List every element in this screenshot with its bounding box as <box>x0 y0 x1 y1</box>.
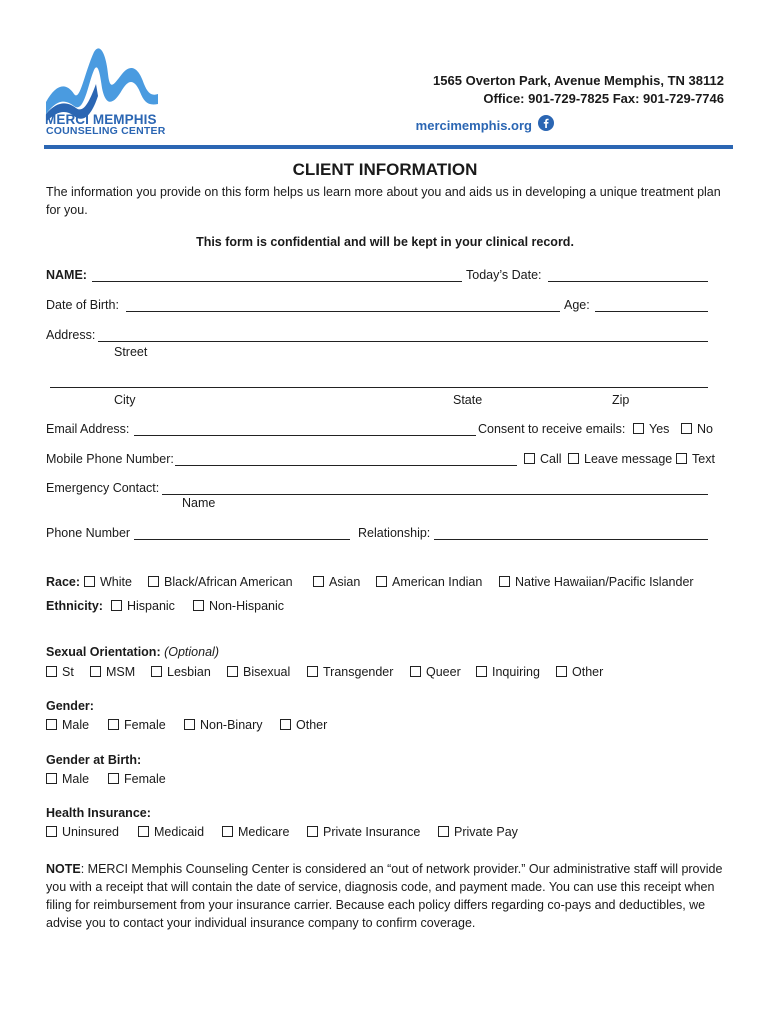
option-label: Private Insurance <box>323 825 421 839</box>
checkbox[interactable] <box>376 576 387 587</box>
logo-text-primary: MERCI MEMPHIS <box>45 112 157 127</box>
checkbox[interactable] <box>307 666 318 677</box>
text-option[interactable] <box>676 452 715 466</box>
checkbox[interactable] <box>307 826 318 837</box>
option-label: Black/African American <box>164 575 293 589</box>
city-state-zip-field[interactable] <box>50 387 708 388</box>
option-label: Uninsured <box>62 825 119 839</box>
orientation-option-lesbian[interactable] <box>151 665 211 679</box>
age-field[interactable] <box>595 311 708 312</box>
checkbox[interactable] <box>313 576 324 587</box>
zip-caption: Zip <box>612 393 630 407</box>
logo-text-secondary: COUNSELING CENTER <box>46 125 166 137</box>
city-caption: City <box>114 393 136 407</box>
checkbox[interactable] <box>46 773 57 784</box>
network-provider-note <box>46 860 726 932</box>
orientation-option-bisexual[interactable] <box>227 665 290 679</box>
insurance-option-medicare[interactable] <box>222 825 289 839</box>
checkbox[interactable] <box>499 576 510 587</box>
gender-label: Gender: <box>46 699 94 713</box>
option-label: Call <box>540 452 562 466</box>
phone-number-field[interactable] <box>134 539 350 540</box>
checkbox[interactable] <box>184 719 195 730</box>
race-label: Race: <box>46 575 81 589</box>
checkbox[interactable] <box>681 423 692 434</box>
website-link[interactable]: mercimemphis.org <box>415 118 532 133</box>
state-caption: State <box>453 393 483 407</box>
checkbox[interactable] <box>111 600 122 611</box>
relationship-label: Relationship: <box>358 526 431 540</box>
option-label: No <box>697 422 713 436</box>
age-label: Age: <box>564 298 590 312</box>
option-label: Other <box>572 665 604 679</box>
gender-birth-option-female[interactable] <box>108 772 166 786</box>
orientation-option-transgender[interactable] <box>307 665 393 679</box>
consent-yes-option[interactable] <box>633 422 669 436</box>
checkbox[interactable] <box>568 453 579 464</box>
option-label: Medicaid <box>154 825 205 839</box>
relationship-field[interactable] <box>434 539 708 540</box>
option-label: Asian <box>329 575 361 589</box>
checkbox[interactable] <box>90 666 101 677</box>
checkbox[interactable] <box>633 423 644 434</box>
checkbox[interactable] <box>46 719 57 730</box>
checkbox[interactable] <box>148 576 159 587</box>
mobile-field[interactable] <box>175 465 517 466</box>
consent-no-option[interactable] <box>681 422 713 436</box>
insurance-option-uninsured[interactable] <box>46 825 119 839</box>
orientation-option-msm[interactable] <box>90 665 135 679</box>
insurance-option-medicaid[interactable] <box>138 825 204 839</box>
health-insurance-label: Health Insurance: <box>46 806 151 820</box>
phone-number-label: Phone Number <box>46 526 131 540</box>
option-label: Bisexual <box>243 665 291 679</box>
clinic-address: 1565 Overton Park, Avenue Memphis, TN 38112 <box>433 73 724 88</box>
email-label: Email Address: <box>46 422 130 436</box>
gender-at-birth-label: Gender at Birth: <box>46 753 142 767</box>
checkbox[interactable] <box>151 666 162 677</box>
gender-birth-option-male[interactable] <box>46 772 89 786</box>
option-label: Non-Binary <box>200 718 263 732</box>
option-label: White <box>100 575 132 589</box>
checkbox[interactable] <box>222 826 233 837</box>
option-label: Hispanic <box>127 599 175 613</box>
checkbox[interactable] <box>46 666 57 677</box>
orientation-option-st[interactable] <box>46 665 74 679</box>
option-label: Female <box>124 772 166 786</box>
gender-option-non-binary[interactable] <box>184 718 263 732</box>
option-label: Yes <box>649 422 670 436</box>
option-label: MSM <box>106 665 136 679</box>
race-option-american-indian[interactable] <box>376 575 482 589</box>
emergency-name-caption: Name <box>182 496 216 510</box>
email-field[interactable] <box>134 435 476 436</box>
race-option-asian[interactable] <box>313 575 360 589</box>
insurance-option-private-insurance[interactable] <box>307 825 420 839</box>
option-label: Lesbian <box>167 665 211 679</box>
todays-date-label: Today’s Date: <box>466 268 542 282</box>
option-label: Leave message <box>584 452 673 466</box>
option-label: Male <box>62 718 90 732</box>
orientation-option-queer[interactable] <box>410 665 461 679</box>
note-label: NOTE <box>46 862 81 876</box>
confidential-notice: This form is confidential and will be kept in your clinical record. <box>196 235 574 249</box>
form-title: CLIENT INFORMATION <box>292 160 478 179</box>
checkbox[interactable] <box>476 666 487 677</box>
orientation-option-inquiring[interactable] <box>476 665 540 679</box>
checkbox[interactable] <box>193 600 204 611</box>
checkbox[interactable] <box>676 453 687 464</box>
option-label: Female <box>124 718 166 732</box>
emergency-contact-field[interactable] <box>162 494 708 495</box>
ethnicity-label: Ethnicity: <box>46 599 103 613</box>
intro-text: The information you provide on this form helps us learn more about you and aids us in developing a unique treatment plan for you. <box>46 185 721 217</box>
leave-message-option[interactable] <box>568 452 672 466</box>
checkbox[interactable] <box>410 666 421 677</box>
option-label: Other <box>296 718 328 732</box>
option-label: Private Pay <box>454 825 518 839</box>
race-option-white[interactable] <box>84 575 132 589</box>
option-label: Medicare <box>238 825 290 839</box>
consent-label: Consent to receive emails: <box>478 422 626 436</box>
dob-field[interactable] <box>126 311 560 312</box>
option-label: Transgender <box>323 665 394 679</box>
orientation-optional: (Optional) <box>164 645 219 659</box>
ethnicity-option-non-hispanic[interactable] <box>193 599 284 613</box>
checkbox[interactable] <box>556 666 567 677</box>
orientation-heading <box>46 645 219 659</box>
checkbox[interactable] <box>227 666 238 677</box>
option-label: Text <box>692 452 715 466</box>
option-label: Native Hawaiian/Pacific Islander <box>515 575 694 589</box>
header-divider <box>44 145 733 149</box>
race-option-native-hawaiian[interactable] <box>499 575 694 589</box>
option-label: St <box>62 665 74 679</box>
emergency-contact-label: Emergency Contact: <box>46 481 160 495</box>
checkbox[interactable] <box>438 826 449 837</box>
gender-option-other[interactable] <box>280 718 327 732</box>
facebook-icon[interactable] <box>538 115 554 131</box>
name-label: NAME: <box>46 268 87 282</box>
ethnicity-option-hispanic[interactable] <box>111 599 175 613</box>
orientation-option-other[interactable] <box>556 665 603 679</box>
gender-option-male[interactable] <box>46 718 89 732</box>
race-option-black[interactable] <box>148 575 293 589</box>
checkbox[interactable] <box>84 576 95 587</box>
checkbox[interactable] <box>108 773 119 784</box>
gender-option-female[interactable] <box>108 718 166 732</box>
option-label: Inquiring <box>492 665 540 679</box>
orientation-label: Sexual Orientation: <box>46 645 161 659</box>
note-text: : MERCI Memphis Counseling Center is considered an “out of network provider.” Our administrative staff will provide you with a receipt that will contain the date of service, diagnosis code, and payment made. You can use this receipt when filing for reimbursement from your insurance carrier. Because each policy differs regarding co-pays and deductibles, we advise you to contact your individual insurance company to confirm coverage. <box>46 862 723 930</box>
street-field[interactable] <box>98 341 708 342</box>
option-label: Male <box>62 772 90 786</box>
option-label: Non-Hispanic <box>209 599 285 613</box>
checkbox[interactable] <box>108 719 119 730</box>
option-label: American Indian <box>392 575 483 589</box>
insurance-option-private-pay[interactable] <box>438 825 518 839</box>
checkbox[interactable] <box>138 826 149 837</box>
call-option[interactable] <box>524 452 562 466</box>
street-caption: Street <box>114 345 148 359</box>
checkbox[interactable] <box>46 826 57 837</box>
checkbox[interactable] <box>524 453 535 464</box>
todays-date-field[interactable] <box>548 281 708 282</box>
address-label: Address: <box>46 328 96 342</box>
dob-label: Date of Birth: <box>46 298 119 312</box>
name-field[interactable] <box>92 281 462 282</box>
checkbox[interactable] <box>280 719 291 730</box>
mobile-label: Mobile Phone Number: <box>46 452 174 466</box>
option-label: Queer <box>426 665 461 679</box>
clinic-phones: Office: 901-729-7825 Fax: 901-729-7746 <box>483 91 724 106</box>
